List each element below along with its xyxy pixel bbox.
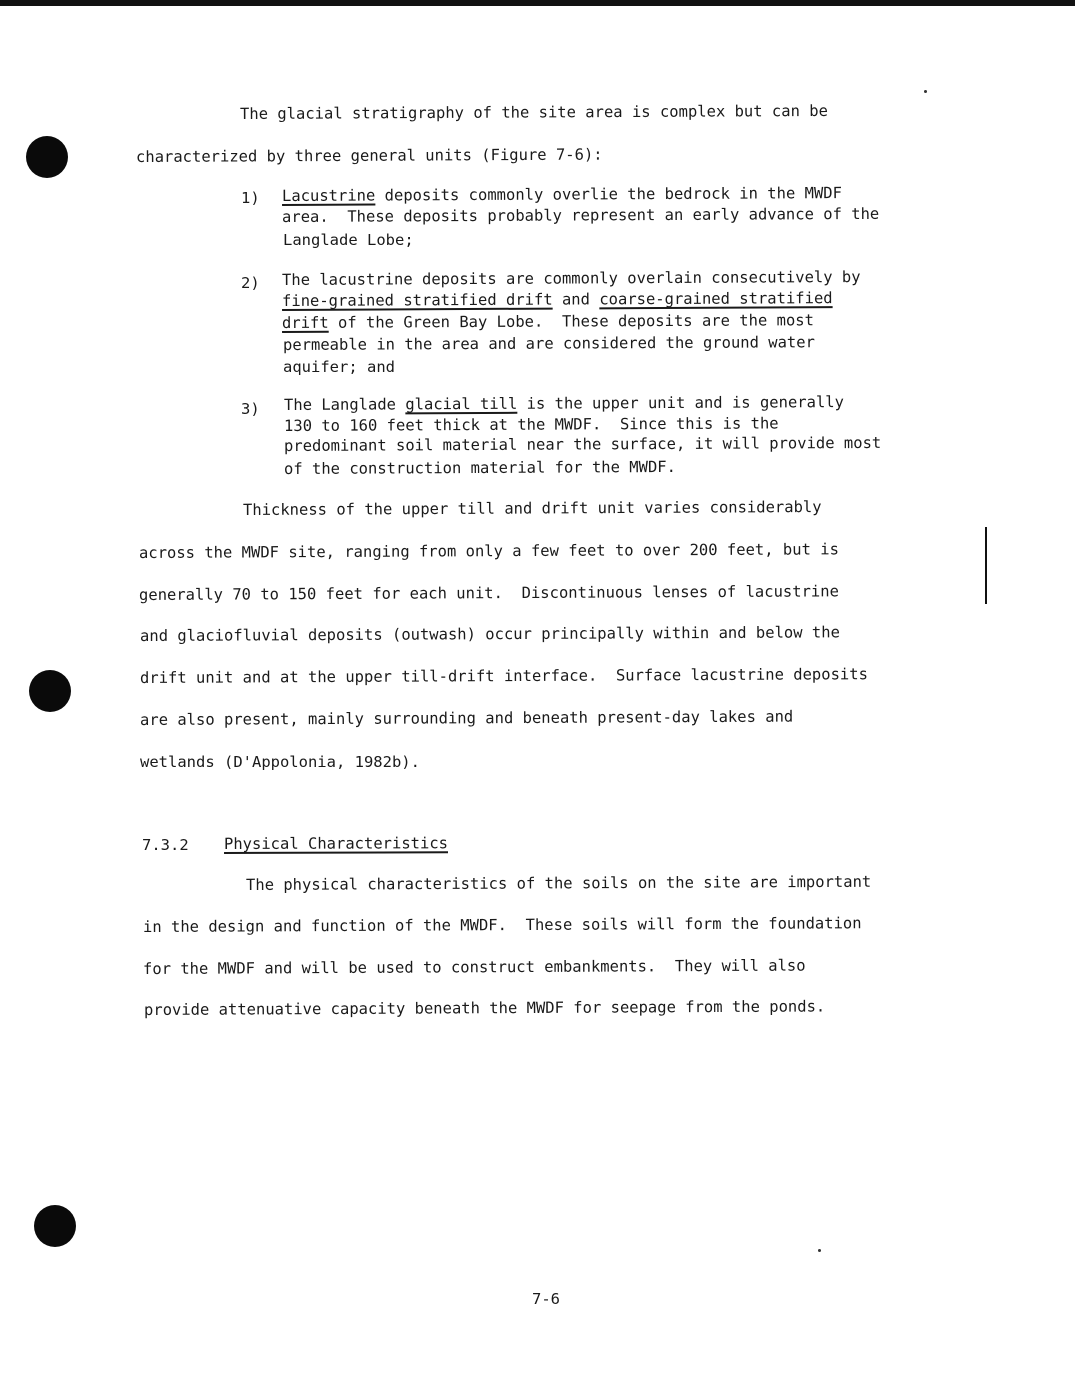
section-number: 7.3.2	[142, 836, 189, 854]
binder-hole-bottom	[34, 1205, 76, 1247]
list-item-3-line-4: of the construction material for the MWDF.	[283, 457, 676, 478]
list-item-1-line-1: Lacustrine deposits commonly overlie the bedrock in the MWDF	[281, 184, 842, 205]
list-item-2-line-5: aquifer; and	[283, 358, 395, 376]
intro-line-2: characterized by three general units (Figure 7-6):	[135, 145, 603, 166]
scan-speck	[818, 1249, 821, 1252]
binder-hole-top	[26, 136, 68, 178]
list-item-2-line-2: fine-grained stratified drift and coarse-grained stratified	[281, 289, 833, 310]
list-item-2-line-3: drift of the Green Bay Lobe. These deposits are the most	[281, 311, 814, 332]
thickness-line-4: and glaciofluvial deposits (outwash) occur principally within and below the	[139, 623, 840, 645]
physical-line-1: The physical characteristics of the soils on the site are important	[245, 872, 872, 894]
list-item-3-line-3: predominant soil material near the surface, it will provide most	[283, 433, 882, 455]
underlined-term: coarse-grained stratified	[599, 289, 833, 309]
list-item-1-line-2: area. These deposits probably represent an early advance of the	[281, 204, 880, 226]
physical-line-4: provide attenuative capacity beneath the MWDF for seepage from the ponds.	[143, 997, 826, 1019]
list-item-number: 2)	[241, 274, 260, 292]
thickness-line-7: wetlands (D'Appolonia, 1982b).	[140, 753, 420, 771]
page-number: 7-6	[532, 1290, 560, 1308]
list-item-number: 1)	[241, 189, 260, 207]
physical-line-3: for the MWDF and will be used to construct embankments. They will also	[142, 956, 806, 978]
thickness-line-5: drift unit and at the upper till-drift interface. Surface lacustrine deposits	[139, 665, 868, 687]
underlined-term: Lacustrine	[281, 186, 376, 205]
list-item-2-line-1: The lacustrine deposits are commonly overlain consecutively by	[281, 267, 861, 289]
list-item-2-line-4: permeable in the area and are considered the ground water	[282, 333, 815, 354]
list-item-3-line-1: The Langlade glacial till is the upper unit and is generally	[283, 393, 844, 414]
physical-line-2: in the design and function of the MWDF. These soils will form the foundation	[142, 914, 862, 936]
list-item-3-line-2: 130 to 160 feet thick at the MWDF. Since this is the	[283, 414, 779, 435]
list-item-1-line-3: Langlade Lobe;	[283, 231, 414, 249]
underlined-term: drift	[281, 313, 329, 332]
revision-change-bar	[985, 527, 987, 604]
thickness-line-2: across the MWDF site, ranging from only a few feet to over 200 feet, but is	[138, 540, 839, 562]
section-title: Physical Characteristics	[223, 834, 448, 853]
underlined-term: glacial till	[405, 394, 518, 414]
intro-line-1: The glacial stratigraphy of the site area is complex but can be	[239, 101, 828, 123]
underlined-term: fine-grained stratified drift	[281, 290, 553, 310]
binder-hole-middle	[29, 670, 71, 712]
scan-speck	[924, 90, 927, 93]
thickness-line-1: Thickness of the upper till and drift unit varies considerably	[242, 497, 822, 519]
thickness-line-3: generally 70 to 150 feet for each unit. Discontinuous lenses of lacustrine	[138, 582, 839, 604]
list-item-number: 3)	[241, 400, 260, 418]
scan-top-edge	[0, 0, 1075, 6]
thickness-line-6: are also present, mainly surrounding and beneath present-day lakes and	[139, 707, 794, 729]
